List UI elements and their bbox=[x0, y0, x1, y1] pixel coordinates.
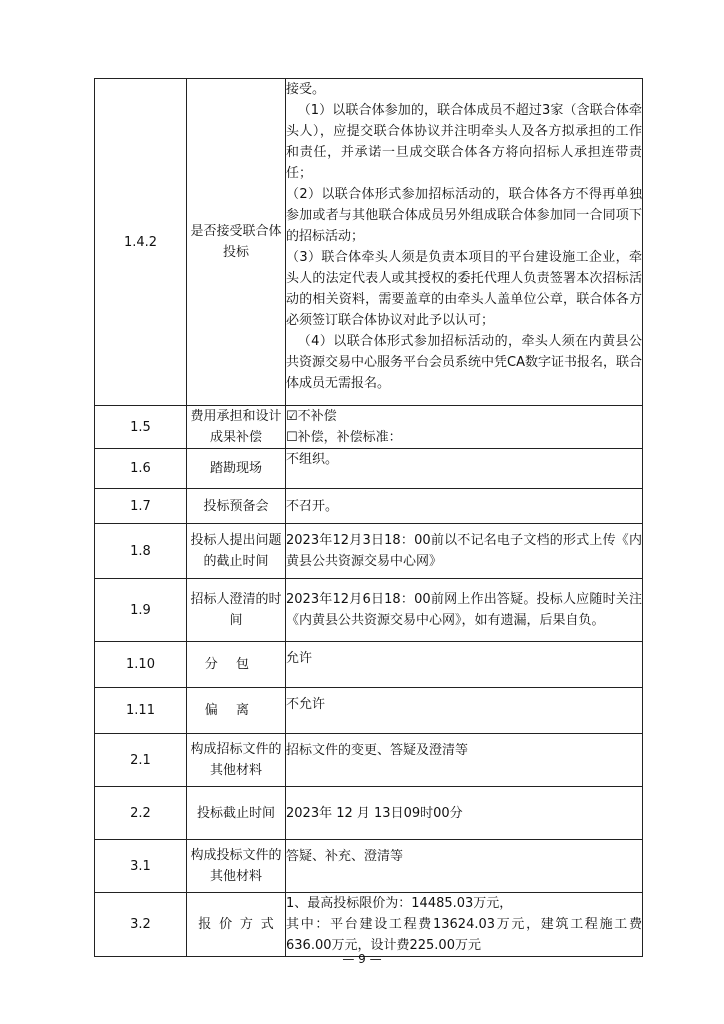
option-line bbox=[286, 427, 642, 448]
row-content: 2023年12月6日18：00前网上作出答疑。投标人应随时关注《内黄县公共资源交易中心网》，如有遗漏，后果自负。 bbox=[286, 579, 643, 642]
row-content bbox=[286, 406, 643, 449]
content-line: （2）以联合体形式参加招标活动的，联合体各方不得再单独参加或者与其他联合体成员另外组成联合体参加同一合同项下的招标活动； bbox=[286, 187, 642, 244]
content-line: （3）联合体牵头人须是负责本项目的平台建设施工企业，牵头人的法定代表人或其授权的委托代理人负责签署本次招标活动的相关资料，需要盖章的由牵头人盖单位公章，联合体各方必须签订联合体协议对此予以认可； bbox=[286, 250, 642, 328]
row-item: 报价方式 bbox=[187, 893, 286, 957]
row-content: 2023年 12 月 13日09时00分 bbox=[286, 787, 643, 840]
row-number: 3.2 bbox=[95, 893, 187, 957]
table-row bbox=[95, 406, 643, 449]
row-content: 不允许 bbox=[286, 688, 643, 734]
content-line: 1、最高投标限价为：14485.03万元， bbox=[286, 896, 513, 911]
row-number: 1.9 bbox=[95, 579, 187, 642]
content-line: 接受。 bbox=[286, 82, 326, 97]
row-item: 投标人提出问题的截止时间 bbox=[187, 524, 286, 579]
row-content: 答疑、补充、澄清等 bbox=[286, 840, 643, 893]
row-item: 踏勘现场 bbox=[187, 449, 286, 489]
table-row bbox=[95, 893, 643, 957]
row-number: 1.11 bbox=[95, 688, 187, 734]
row-item: 偏离 bbox=[187, 688, 286, 734]
content-line: （1）以联合体参加的，联合体成员不超过3家（含联合体牵头人），应提交联合体协议并注明牵头人及各方拟承担的工作和责任，并承诺一旦成交联合体各方将向招标人承担连带责任； bbox=[286, 103, 642, 181]
option-label: 不补偿 bbox=[297, 409, 337, 424]
row-item: 投标截止时间 bbox=[187, 787, 286, 840]
empty-box-icon: ☐ bbox=[286, 430, 298, 445]
table-row bbox=[95, 449, 643, 489]
row-content: 不组织。 bbox=[286, 449, 643, 489]
page-number: — 9 — bbox=[342, 952, 382, 966]
row-number: 1.6 bbox=[95, 449, 187, 489]
row-number: 1.4.2 bbox=[95, 79, 187, 406]
row-number: 1.7 bbox=[95, 489, 187, 524]
row-item: 投标预备会 bbox=[187, 489, 286, 524]
table-row bbox=[95, 579, 643, 642]
table-row bbox=[95, 688, 643, 734]
row-content: 允许 bbox=[286, 642, 643, 688]
row-number: 1.5 bbox=[95, 406, 187, 449]
option-line bbox=[286, 406, 642, 427]
row-item: 是否接受联合体投标 bbox=[187, 79, 286, 406]
row-number: 2.1 bbox=[95, 734, 187, 787]
bid-data-table bbox=[94, 78, 643, 957]
table-row bbox=[95, 787, 643, 840]
table-row bbox=[95, 489, 643, 524]
row-item: 分包 bbox=[187, 642, 286, 688]
table-row bbox=[95, 734, 643, 787]
table-row bbox=[95, 642, 643, 688]
table-row bbox=[95, 79, 643, 406]
row-item: 构成投标文件的其他材料 bbox=[187, 840, 286, 893]
row-number: 3.1 bbox=[95, 840, 187, 893]
checked-box-icon: ☑ bbox=[286, 409, 298, 424]
row-content: 2023年12月3日18：00前以不记名电子文档的形式上传《内黄县公共资源交易中心网》 bbox=[286, 524, 643, 579]
table-row bbox=[95, 840, 643, 893]
row-number: 1.10 bbox=[95, 642, 187, 688]
row-content: 不召开。 bbox=[286, 489, 643, 524]
row-item: 招标人澄清的时间 bbox=[187, 579, 286, 642]
row-content bbox=[286, 893, 643, 957]
row-item: 费用承担和设计成果补偿 bbox=[187, 406, 286, 449]
table-row bbox=[95, 524, 643, 579]
row-content bbox=[286, 79, 643, 406]
option-label: 补偿，补偿标准： bbox=[297, 430, 402, 445]
row-item: 构成招标文件的其他材料 bbox=[187, 734, 286, 787]
row-content: 招标文件的变更、答疑及澄清等 bbox=[286, 734, 643, 787]
row-number: 2.2 bbox=[95, 787, 187, 840]
content-line: （4）以联合体形式参加招标活动的，牵头人须在内黄县公共资源交易中心服务平台会员系统中凭CA数字证书报名，联合体成员无需报名。 bbox=[286, 334, 642, 391]
content-line: 其中：平台建设工程费13624.03万元，建筑工程施工费636.00万元，设计费225.00万元 bbox=[286, 917, 642, 953]
row-number: 1.8 bbox=[95, 524, 187, 579]
